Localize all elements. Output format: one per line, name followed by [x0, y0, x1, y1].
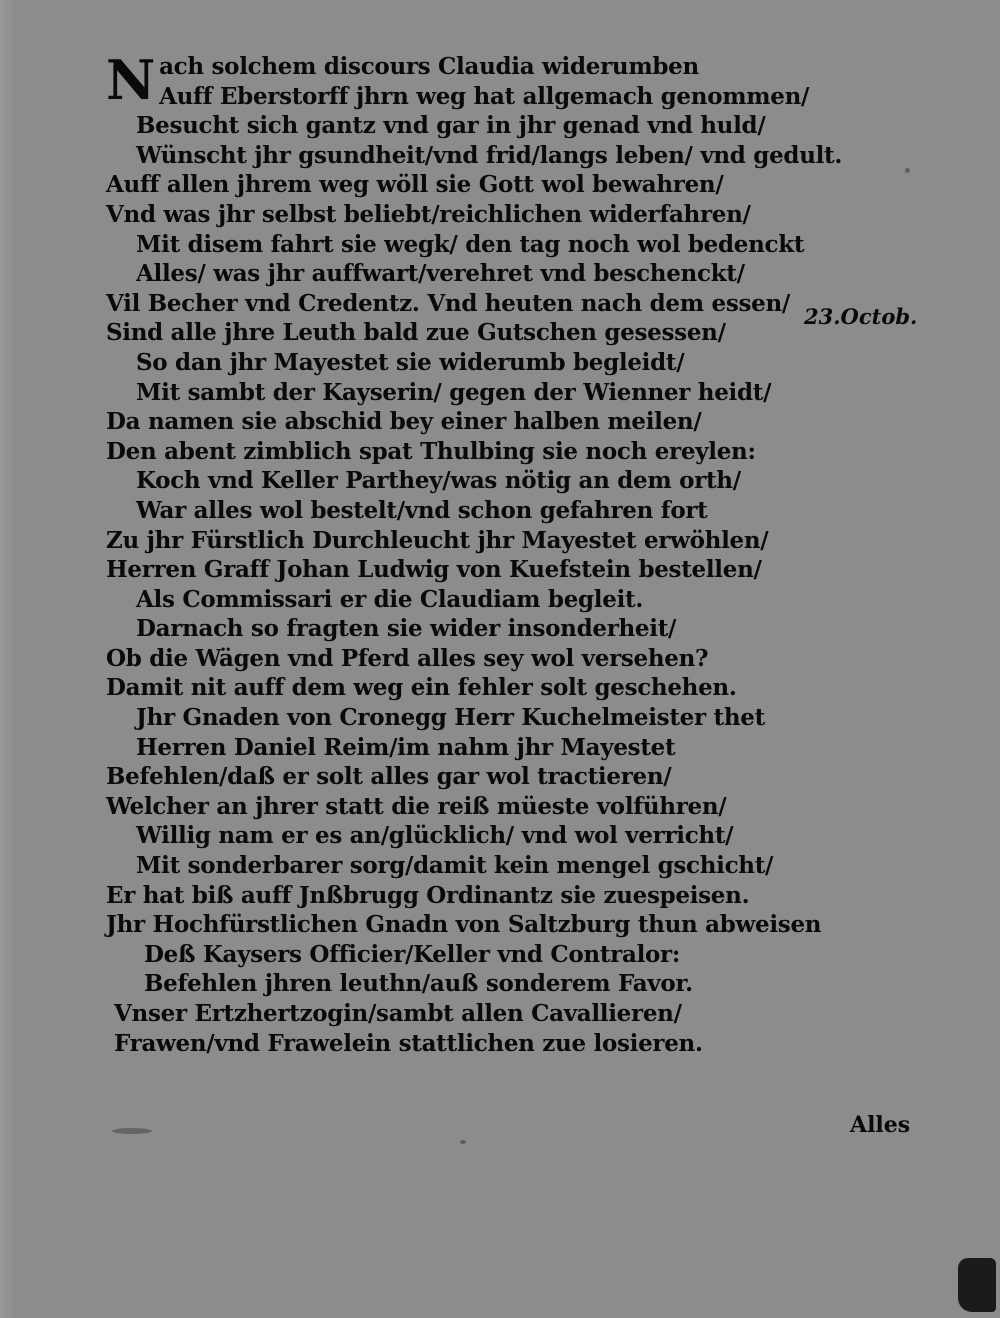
verse-line-26: Welcher an jhrer statt die reiß müeste volführen/: [106, 792, 727, 820]
verse-line-28: Mit sonderbarer sorg/damit kein mengel gschicht/: [136, 852, 774, 880]
catchword: Alles: [850, 1112, 911, 1138]
verse-line-12: Mit sambt der Kayserin/ gegen der Wienner heidt/: [136, 378, 772, 406]
verse-line-25: Befehlen/daß er solt alles gar wol tractieren/: [106, 763, 672, 791]
verse-line-14: Den abent zimblich spat Thulbing sie noch ereylen:: [106, 437, 756, 465]
verse-line-31: Deß Kaysers Officier/Keller vnd Contralor:: [144, 940, 681, 968]
verse-line-7: Mit disem fahrt sie wegk/ den tag noch wol bedenckt: [136, 230, 805, 258]
verse-line-5: Auff allen jhrem weg wöll sie Gott wol bewahren/: [106, 171, 724, 199]
verse-line-15: Koch vnd Keller Parthey/was nötig an dem orth/: [136, 467, 741, 495]
verse-line-30: Jhr Hochfürstlichen Gnadn von Saltzburg thun abweisen: [106, 911, 822, 939]
verse-line-2: Auff Eberstorff jhrn weg hat allgemach genommen/: [159, 82, 810, 110]
page-gutter: [0, 0, 14, 1318]
verse-line-24: Herren Daniel Reim/im nahm jhr Mayestet: [136, 733, 676, 761]
verse-line-29: Er hat biß auff Jnßbrugg Ordinantz sie zuespeisen.: [106, 881, 750, 909]
ink-speck: [460, 1140, 466, 1144]
verse-line-1: Nach solchem discours Claudia widerumben: [106, 48, 699, 112]
verse-line-3: Besucht sich gantz vnd gar in jhr genad vnd huld/: [136, 112, 766, 140]
ink-speck: [905, 168, 910, 173]
verse-line-23: Jhr Gnaden von Cronegg Herr Kuchelmeister thet: [136, 704, 765, 732]
verse-line-27: Willig nam er es an/glücklich/ vnd wol verricht/: [136, 822, 734, 850]
verse-line-32: Befehlen jhren leuthn/auß sonderem Favor.: [144, 970, 693, 998]
verse-line-6: Vnd was jhr selbst beliebt/reichlichen widerfahren/: [106, 200, 751, 228]
verse-line-20: Darnach so fragten sie wider insonderheit/: [136, 615, 677, 643]
corner-ink-blot: [958, 1258, 996, 1312]
verse-line-4: Wünscht jhr gsundheit/vnd frid/langs leben/ vnd gedult.: [136, 141, 843, 169]
verse-line-34: Frawen/vnd Frawelein stattlichen zue losieren.: [114, 1029, 703, 1057]
verse-line-17: Zu jhr Fürstlich Durchleucht jhr Mayestet erwöhlen/: [106, 526, 769, 554]
verse-line-8: Alles/ was jhr auffwart/verehret vnd beschenckt/: [136, 260, 745, 288]
drop-capital: N: [106, 48, 156, 112]
verse-block: [106, 48, 843, 1058]
verse-line-11: So dan jhr Mayestet sie widerumb begleidt/: [136, 348, 685, 376]
verse-line-22: Damit nit auff dem weg ein fehler solt geschehen.: [106, 674, 737, 702]
verse-line-19: Als Commissari er die Claudiam begleit.: [136, 585, 644, 613]
verse-line-18: Herren Graff Johan Ludwig von Kuefstein bestellen/: [106, 556, 762, 584]
verse-line-16: War alles wol bestelt/vnd schon gefahren fort: [136, 496, 708, 524]
margin-date-note: 23.Octob.: [804, 304, 918, 329]
verse-line-13: Da namen sie abschid bey einer halben meilen/: [106, 408, 702, 436]
verse-line-10: Sind alle jhre Leuth bald zue Gutschen gesessen/: [106, 319, 726, 347]
verse-line-21: Ob die Wägen vnd Pferd alles sey wol versehen?: [106, 644, 709, 672]
verse-line-9: Vil Becher vnd Credentz. Vnd heuten nach dem essen/: [106, 289, 790, 317]
verse-line-33: Vnser Ertzhertzogin/sambt allen Cavallieren/: [114, 1000, 682, 1027]
ink-smudge: [112, 1128, 152, 1134]
